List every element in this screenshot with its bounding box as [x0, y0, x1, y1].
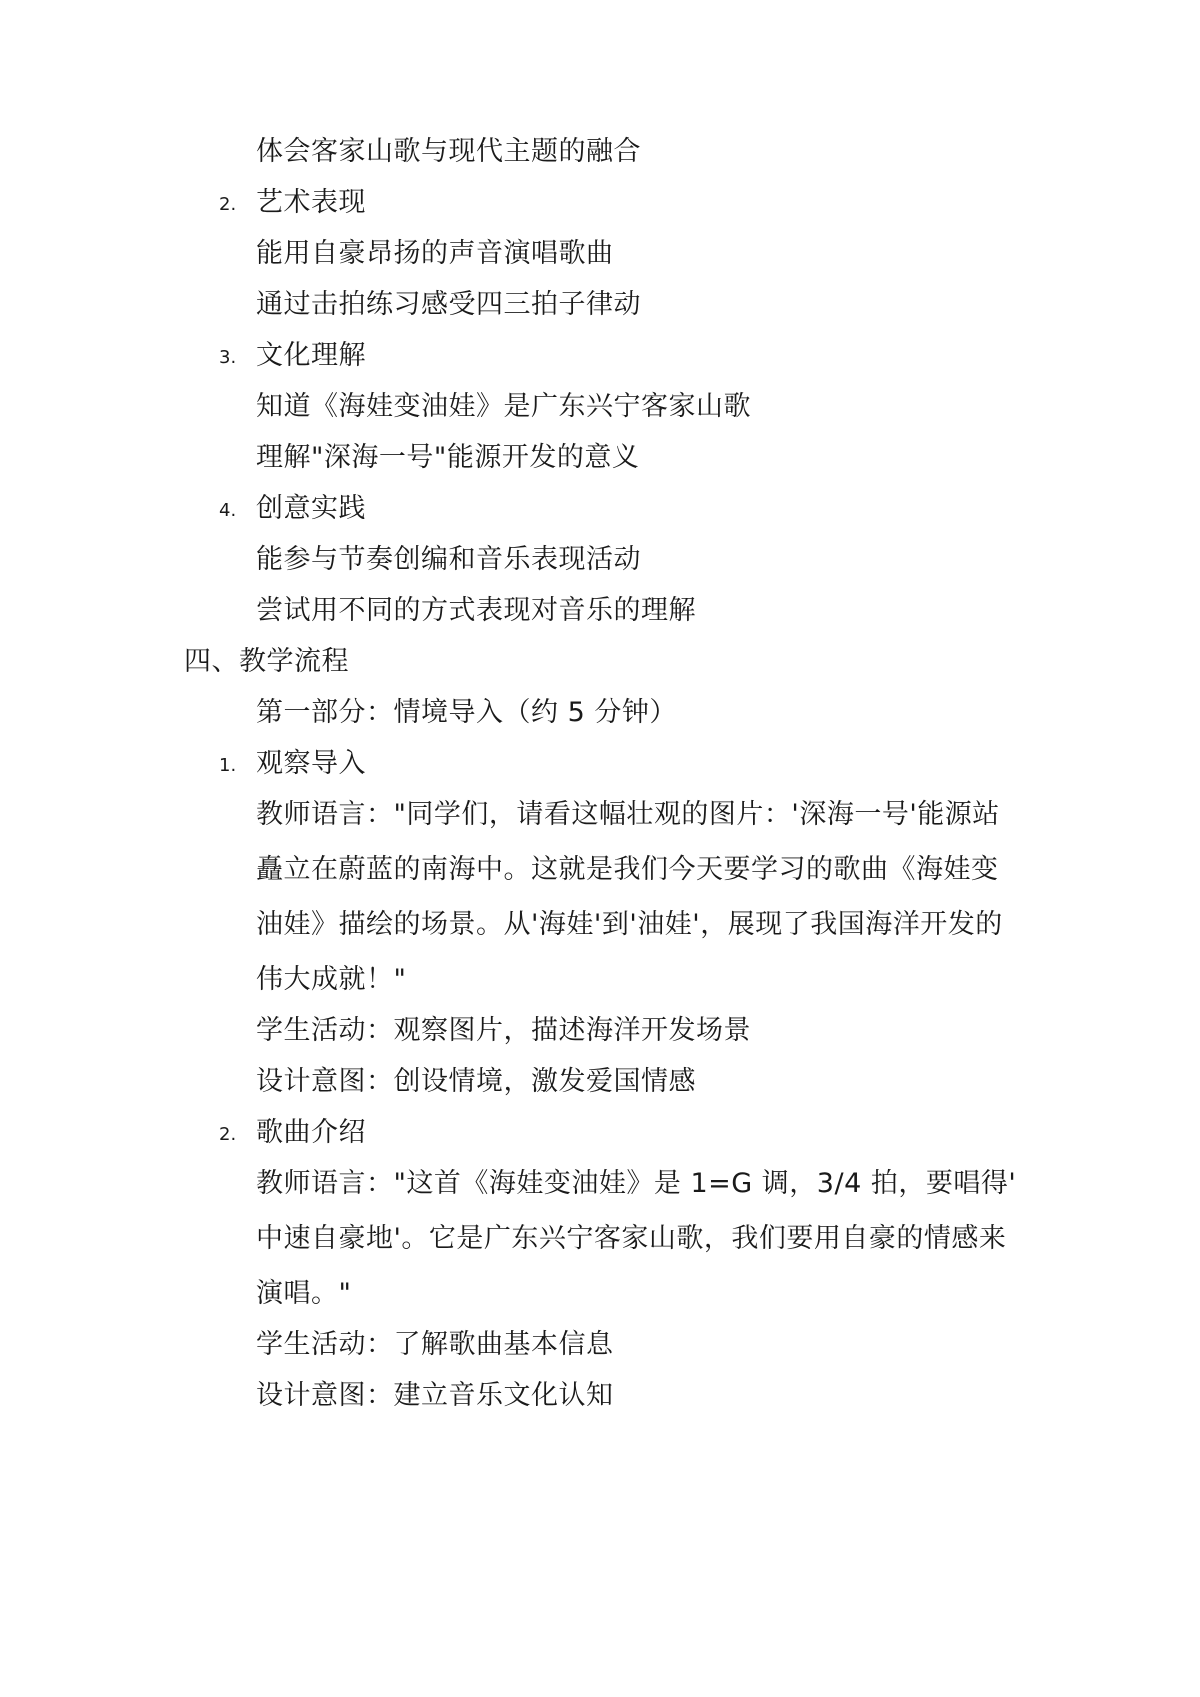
list-number: 2.	[219, 194, 237, 215]
objective-line: 理解"深海一号"能源开发的意义	[256, 442, 640, 473]
objective-line: 体会客家山歌与现代主题的融合	[256, 136, 641, 167]
objective-line: 能用自豪昂扬的声音演唱歌曲	[256, 238, 614, 269]
list-item-title: 文化理解	[256, 340, 366, 371]
list-number: 1.	[219, 755, 237, 776]
teacher-speech-line: 中速自豪地'。它是广东兴宁客家山歌，我们要用自豪的情感来	[256, 1223, 1007, 1254]
objective-line: 尝试用不同的方式表现对音乐的理解	[256, 595, 696, 626]
student-activity: 学生活动：观察图片，描述海洋开发场景	[256, 1015, 751, 1046]
teacher-speech-line: 教师语言："同学们，请看这幅壮观的图片：'深海一号'能源站	[256, 799, 1000, 830]
list-item-title: 艺术表现	[256, 187, 366, 218]
list-item-title: 创意实践	[256, 493, 366, 524]
teacher-speech-line: 演唱。"	[256, 1278, 352, 1309]
list-item-title: 观察导入	[256, 748, 366, 779]
student-activity: 学生活动：了解歌曲基本信息	[256, 1329, 614, 1360]
section-heading: 四、教学流程	[184, 646, 349, 677]
list-number: 2.	[219, 1124, 237, 1145]
objective-line: 知道《海娃变油娃》是广东兴宁客家山歌	[256, 391, 751, 422]
part-heading: 第一部分：情境导入（约 5 分钟）	[256, 697, 677, 728]
teacher-speech-line: 油娃》描绘的场景。从'海娃'到'油娃'，展现了我国海洋开发的	[256, 909, 1003, 940]
list-item-title: 歌曲介绍	[256, 1117, 366, 1148]
design-intent: 设计意图：建立音乐文化认知	[256, 1380, 614, 1411]
teacher-speech-line: 矗立在蔚蓝的南海中。这就是我们今天要学习的歌曲《海娃变	[256, 854, 999, 885]
teacher-speech-line: 伟大成就！"	[256, 964, 407, 995]
teacher-speech-line: 教师语言："这首《海娃变油娃》是 1=G 调，3/4 拍，要唱得'	[256, 1168, 1017, 1199]
design-intent: 设计意图：创设情境，激发爱国情感	[256, 1066, 696, 1097]
objective-line: 能参与节奏创编和音乐表现活动	[256, 544, 641, 575]
list-number: 3.	[219, 347, 237, 368]
list-number: 4.	[219, 500, 237, 521]
objective-line: 通过击拍练习感受四三拍子律动	[256, 289, 641, 320]
